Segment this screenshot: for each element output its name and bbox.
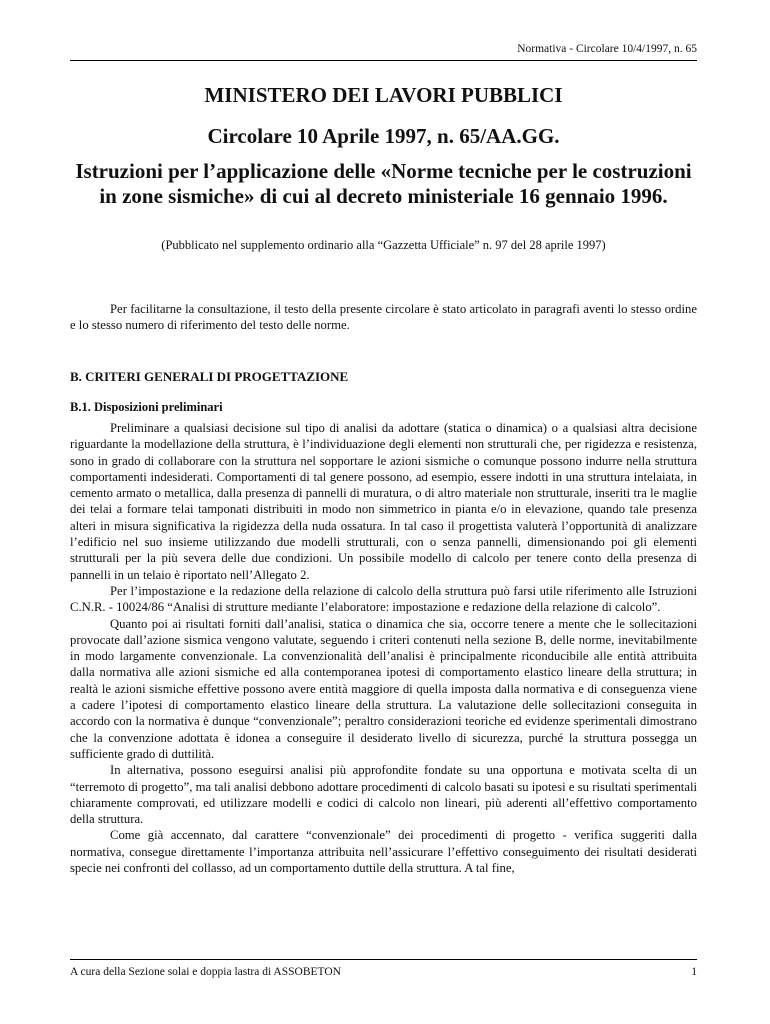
body-paragraph: Come già accennato, dal carattere “convenzionale” dei procedimenti di progetto - verifica suggeriti dalla normativa, consegue direttamente l’importanza attribuita nell’assicurare l’effettivo conseguimento dei risultati desiderati specie nei confronti del collasso, ad un comportamento duttile della struttura. A tal fine, [70, 828, 697, 876]
subsection-heading: B.1. Disposizioni preliminari [70, 400, 223, 414]
ministry-title: MINISTERO DEI LAVORI PUBBLICI [204, 83, 563, 107]
body-paragraph: In alternativa, possono eseguirsi analisi più approfondite fondate su una opportuna e motivata scelta di un “terremoto di progetto”, ma tali analisi debbono adottare procedimenti di calcolo basati su ipotesi e su risultati sperimentali chiaramente comprovati, ed utilizzare modelli e codici di calcolo non lineari, più aderenti all’effettivo comportamento della struttura. [70, 763, 697, 827]
footer-credit: A cura della Sezione solai e doppia lastra di ASSOBETON [70, 966, 341, 978]
running-header: Normativa - Circolare 10/4/1997, n. 65 [517, 43, 697, 55]
subject-title: Istruzioni per l’applicazione delle «Norme tecniche per le costruzioni in zone sismiche» di cui al decreto ministeriale 16 gennaio 1996. [75, 159, 692, 208]
publication-note: (Pubblicato nel supplemento ordinario alla “Gazzetta Ufficiale” n. 97 del 28 aprile 1997) [161, 238, 606, 252]
page-number: 1 [691, 966, 697, 978]
footer-rule [70, 959, 697, 960]
title-block [70, 82, 697, 209]
circular-title: Circolare 10 Aprile 1997, n. 65/AA.GG. [207, 124, 560, 148]
intro-paragraph: Per facilitarne la consultazione, il testo della presente circolare è stato articolato in paragrafi aventi lo stesso ordine e lo stesso numero di riferimento del testo delle norme. [70, 302, 697, 333]
body-paragraph: Per l’impostazione e la redazione della relazione di calcolo della struttura può farsi utile riferimento alle Istruzioni C.N.R. - 10024/86 “Analisi di strutture mediante l’elaboratore: impostazione e redazione della relazione di calcolo”. [70, 583, 697, 615]
body-paragraph: Quanto poi ai risultati forniti dall’analisi, statica o dinamica che sia, occorre tenere a mente che le sollecitazioni provocate dall’azione sismica vengono valutate, seguendo i criteri contenuti nella sezione B, delle norme, inevitabilmente in modo largamente convenzionale. La convenzionalità dell’analisi è principalmente riconducibile alle entità attribuita dalla normativa alle azioni sismiche ed alla contemporanea ipotesi di comportamento elastico lineare della struttura; in realtà le azioni sismiche effettive possono avere entità maggiore di quella imposta dalla normativa e di conseguenza viene a cadere l’ipotesi di comportamento elastico lineare della struttura. La valutazione delle sollecitazioni conseguita in accordo con la normativa è dunque “convenzionale”; peraltro considerazioni teoriche ed evidenze sperimentali dimostrano che la convenzione adottata è idonea a conseguire il desiderato livello di sicurezza, purché la struttura possegga un sufficiente grado di duttilità. [70, 616, 697, 761]
body-paragraph: Preliminare a qualsiasi decisione sul tipo di analisi da adottare (statica o dinamica) o a qualsiasi altra decisione riguardante la modellazione della struttura, è l’individuazione degli elementi non strutturali che, per rigidezza e resistenza, sono in grado di collaborare con la struttura nel sopportare le azioni sismiche o comunque possono indurre nella struttura comportamenti indesiderati. Comportamenti di tal genere possono, ad esempio, essere indotti in una struttura intelaiata, in cemento armato o metallica, dalla presenza di pannelli di muratura, o di altro materiale non strutturale, inseriti tra le maglie dei telai a formare telai tamponati distribuiti in modo non simmetrico in pianta e/o in elevazione, quando tale presenza alteri in misura significativa la rigidezza della nuda ossatura. In tal caso il progettista valuterà l’opportunità di analizzare l’edificio nel suo insieme utilizzando due modelli strutturali, con o senza pannelli, dimensionando poi gli elementi strutturali per la più severa delle due condizioni. Un possibile modello di calcolo per tenere conto della presenza di pannelli in un telaio è riportato nell’Allegato 2. [70, 421, 697, 582]
section-heading: B. CRITERI GENERALI DI PROGETTAZIONE [70, 369, 349, 384]
section-body [70, 420, 697, 876]
intro-text [70, 301, 697, 334]
header-rule [70, 60, 697, 61]
